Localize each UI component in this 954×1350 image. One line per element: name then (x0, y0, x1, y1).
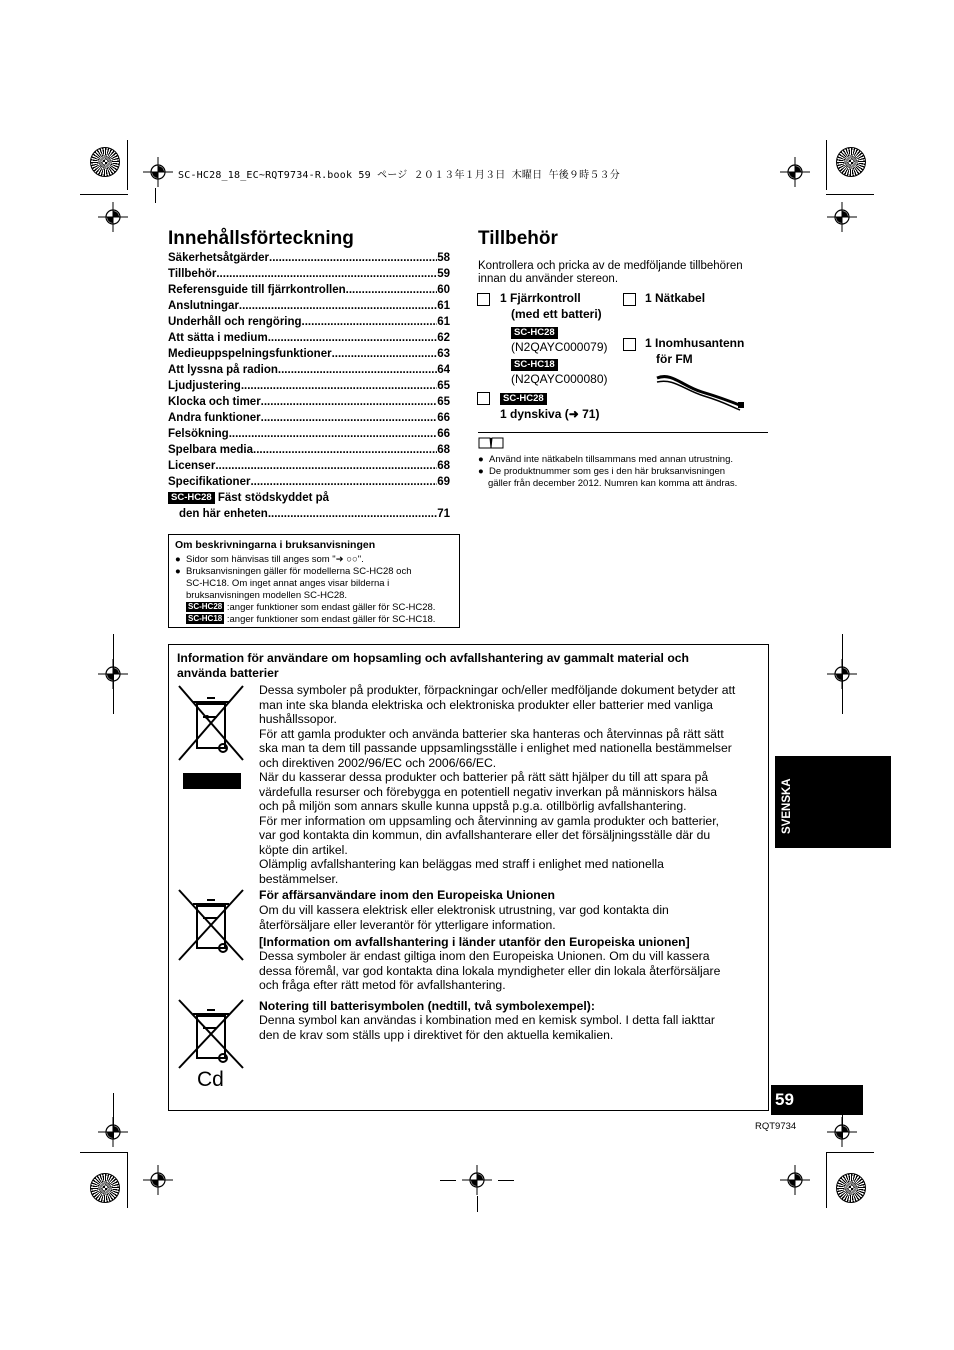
toc-item (168, 410, 450, 426)
print-header: SC-HC28_18_EC~RQT9734-R.book 59 ページ ２０１３年１月３日 木曜日 午後９時５３分 (178, 170, 620, 181)
crop-mark (113, 634, 114, 714)
about-instructions-box (168, 534, 460, 628)
text-line: och direktiven 2002/96/EC och 2006/66/EC. (259, 755, 497, 770)
toc-item-label: Klocka och timer (168, 396, 261, 408)
crop-mark (80, 194, 128, 195)
chemical-symbol: Cd (197, 1068, 224, 1091)
language-tab: SVENSKA (775, 756, 891, 848)
crop-mark (80, 1152, 128, 1153)
toc-item (168, 330, 450, 346)
crop-mark (127, 1152, 128, 1208)
text-line: och på miljön som annars skulle kunna uppstå p.g.a. otillbörlig avfallshantering. (259, 799, 687, 813)
registration-mark-icon (143, 157, 173, 187)
toc-item (168, 474, 450, 490)
outside-eu-text (259, 949, 720, 993)
crop-mark (826, 194, 874, 195)
text-line: Denna symbol kan användas i kombination med en kemisk symbol. I detta fall iakttar (259, 1013, 715, 1027)
business-text (259, 903, 669, 932)
toc-item-page: 62 (437, 332, 450, 344)
crossed-bin-icon (177, 888, 247, 962)
crop-mark (440, 1180, 456, 1181)
text-line: man inte ska blanda elektriska och elektroniska produkter eller batterier med vanliga (259, 697, 713, 712)
text-line: var god kontakta din kommun, din avfallshanterare eller det försäljningsställe där du (259, 828, 711, 842)
toc-title: Innehållsförteckning (168, 228, 354, 249)
toc-item-page: 59 (437, 268, 450, 280)
toc-item-page: 61 (437, 316, 450, 328)
bullet-item-cont: SC-HC18. Om inget annat anges visar bilderna i (186, 578, 390, 589)
tag-legend-18: SC-HC18 :anger funktioner som endast gäller för SC-HC18. (188, 614, 436, 625)
remote-label: 1 Fjärrkontroll (500, 291, 581, 305)
crop-mark (498, 1180, 514, 1181)
outside-eu-title: [Information om avfallshantering i länder utanför den Europeiska unionen] (259, 935, 690, 949)
toc-item (168, 250, 450, 266)
text-line: ska man ta dem till passande uppsamlingsställe i enlighet med nationella bestämmelser (259, 741, 732, 755)
sunburst-mark-icon (836, 1173, 866, 1203)
registration-mark-icon (143, 1165, 173, 1195)
registration-mark-icon (98, 202, 128, 232)
page-number: 59 (771, 1085, 863, 1115)
toc-item-page: 66 (437, 428, 450, 440)
toc-item-page: 60 (437, 284, 450, 296)
toc-item-label: Referensguide till fjärrkontrollen (168, 284, 346, 296)
toc-item-page: 68 (437, 460, 450, 472)
text-line: dessa föremål, var god kontakta dina lokala myndigheter eller din lokala återförsäljare (259, 963, 721, 978)
crop-mark (127, 140, 128, 190)
toc-item-page: 61 (437, 300, 450, 312)
toc-item (168, 506, 450, 522)
business-title: För affärsanvändare inom den Europeiska Unionen (259, 888, 555, 902)
toc-item-label: Specifikationer (168, 476, 251, 488)
crop-mark (155, 188, 156, 203)
accessories-title: Tillbehör (478, 228, 558, 249)
checkbox-power-cable[interactable] (623, 293, 636, 306)
remote-code: (N2QAYC000080) (511, 372, 608, 386)
toc-item (168, 266, 450, 282)
model-tag: SC-HC28 (511, 327, 558, 339)
toc-item-label: Anslutningar (168, 300, 239, 312)
checkbox-antenna[interactable] (623, 338, 636, 351)
toc-item-label: Felsökning (168, 428, 229, 440)
toc-item-label: Tillbehör (168, 268, 217, 280)
toc-item (168, 394, 450, 410)
toc-item-label: Fäst stödskyddet på (217, 492, 330, 504)
bullet-item: ● Bruksanvisningen gäller för modellerna SC-HC28 och (175, 566, 412, 577)
bullet-item: ● Sidor som hänvisas till anges som "➜ ○○". (175, 554, 364, 565)
toc-item (168, 458, 450, 474)
bullet-item-cont: bruksanvisningen modellen SC-HC28. (186, 590, 348, 601)
model-tag: SC-HC28 (168, 492, 215, 504)
toc-item (168, 346, 450, 362)
text-line: den de krav som ställs upp i direktivet för den aktuella kemikalien. (259, 1027, 614, 1042)
toc-item-label: Säkerhetsåtgärder (168, 252, 269, 264)
text-line: Dessa symboler är endast giltiga inom den Europeiska Unionen. Om du vill kassera (259, 949, 710, 963)
text-line: och fråga efter rätt metod för avfallshantering. (259, 978, 506, 992)
toc-item-page: 71 (437, 508, 450, 520)
crop-mark (113, 1093, 114, 1139)
crossed-bin-icon (177, 684, 247, 764)
antenna-illustration (652, 372, 747, 412)
text-line: När du kasserar dessa produkter och batterier på rätt sätt hjälper du till att spara på (259, 770, 709, 784)
toc-item (168, 314, 450, 330)
toc-item-label: Ljudjustering (168, 380, 241, 392)
toc-item-page: 68 (437, 444, 450, 456)
crop-mark (826, 140, 827, 190)
toc-item-page: 63 (437, 348, 450, 360)
note-item: ● Använd inte nätkabeln tillsammans med annan utrustning. (478, 454, 734, 465)
toc-item-page: 66 (437, 412, 450, 424)
antenna-label: 1 Inomhusantenn (645, 336, 745, 350)
crop-mark (826, 1152, 874, 1153)
checkbox-disk[interactable] (477, 392, 490, 405)
toc-item-label: Underhåll och rengöring (168, 316, 302, 328)
registration-mark-icon (780, 157, 810, 187)
tag-legend-28: SC-HC28 :anger funktioner som endast gäller för SC-HC28. (188, 602, 436, 613)
crop-mark (477, 1196, 478, 1212)
text-line: hushållssopor. (259, 712, 337, 726)
toc-item-label: Licenser (168, 460, 216, 472)
remote-label-2: (med ett batteri) (511, 307, 602, 321)
toc-item (168, 362, 450, 378)
toc-item-label: Andra funktioner (168, 412, 261, 424)
disposal-paragraph (259, 683, 735, 886)
bin-underbar (183, 773, 241, 789)
model-tag: SC-HC18 (511, 359, 558, 371)
toc-item-label: den här enheten (179, 508, 268, 520)
note-book-icon (478, 436, 504, 450)
power-cable-label: 1 Nätkabel (645, 291, 706, 305)
text-line: Om du vill kassera elektrisk eller elektronisk utrustning, var god kontakta din (259, 903, 669, 917)
toc-item-page: 65 (437, 396, 450, 408)
toc-item (168, 490, 450, 506)
crop-mark (826, 1152, 827, 1208)
antenna-label-2: för FM (656, 352, 693, 366)
separator (478, 432, 768, 433)
text-line: Dessa symboler på produkter, förpackningar och/eller medföljande dokument betyder att (259, 683, 736, 697)
table-of-contents (168, 250, 450, 522)
registration-mark-icon (827, 202, 857, 232)
toc-item-label: Att lyssna på radion (168, 364, 278, 376)
text-line: Olämplig avfallshantering kan beläggas med straff i enlighet med nationella (259, 857, 664, 871)
disk-label: 1 dynskiva (➜ 71) (500, 407, 600, 421)
toc-item-label: Att sätta i medium (168, 332, 268, 344)
remote-code: (N2QAYC000079) (511, 340, 608, 354)
model-tag: SC-HC28 (500, 393, 547, 405)
sunburst-mark-icon (836, 147, 866, 177)
toc-item-page: 58 (437, 252, 450, 264)
checkbox-remote[interactable] (477, 293, 490, 306)
text-line: återförsäljare eller leverantör för ytterligare information. (259, 917, 556, 932)
toc-item (168, 378, 450, 394)
toc-item (168, 282, 450, 298)
toc-item-label: Spelbara media (168, 444, 254, 456)
registration-mark-icon (462, 1165, 492, 1195)
toc-item-page: 64 (437, 364, 450, 376)
disposal-title: Information för användare om hopsamling och avfallshantering av gammalt material och använda batterier (177, 651, 689, 680)
accessories-intro: Kontrollera och pricka av de medföljande tillbehören innan du använder stereon. (478, 260, 743, 285)
toc-item-page: 69 (437, 476, 450, 488)
battery-text (259, 1013, 715, 1042)
text-line: bestämmelser. (259, 871, 339, 886)
text-line: köpte din artikel. (259, 842, 348, 857)
crop-mark (842, 634, 843, 714)
sunburst-mark-icon (90, 1173, 120, 1203)
registration-mark-icon (780, 1165, 810, 1195)
crossed-bin-icon (177, 998, 247, 1070)
text-line: För mer information om uppsamling och återvinning av gamla produkter och batterier, (259, 813, 719, 828)
toc-item-page: 65 (437, 380, 450, 392)
sunburst-mark-icon (90, 147, 120, 177)
doc-code: RQT9734 (755, 1121, 797, 1132)
battery-title: Notering till batterisymbolen (nedtill, två symbolexempel): (259, 999, 595, 1013)
note-item-cont: gäller från december 2012. Numren kan komma att ändras. (488, 478, 738, 489)
text-line: För att gamla produkter och använda batterier ska hanteras och återvinnas på rätt sätt (259, 726, 724, 741)
toc-item-label: Medieuppspelningsfunktioner (168, 348, 332, 360)
about-box-title: Om beskrivningarna i bruksanvisningen (175, 539, 376, 551)
toc-item (168, 426, 450, 442)
text-line: värdefulla resurser och förebygga en potentiell negativ inverkan på människors hälsa (259, 784, 717, 799)
note-item: ● De produktnummer som ges i den här bruksanvisningen (478, 466, 726, 477)
toc-item (168, 442, 450, 458)
toc-item (168, 298, 450, 314)
